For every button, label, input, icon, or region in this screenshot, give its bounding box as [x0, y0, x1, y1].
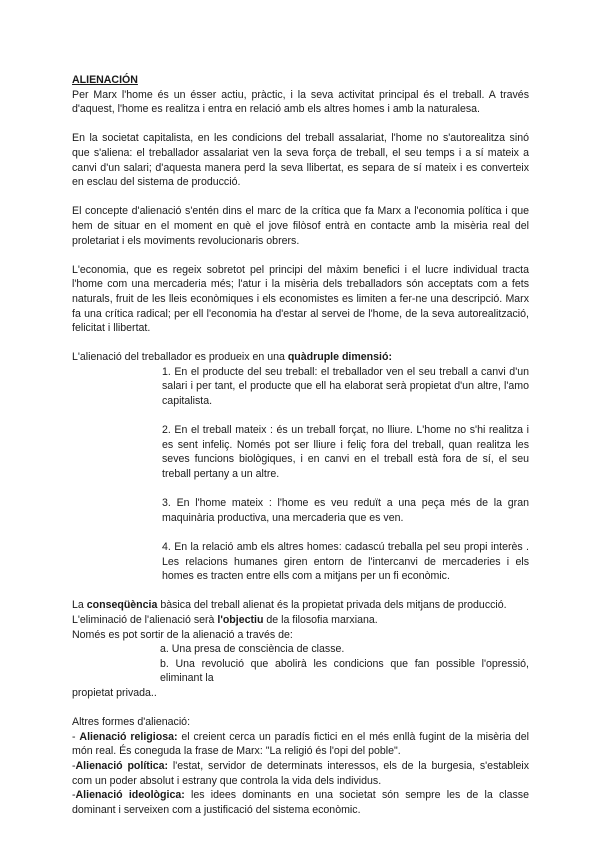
document-title: ALIENACIÓN: [72, 74, 138, 86]
objective-bold: l'objectiu: [217, 613, 264, 626]
capitalism-paragraph: En la societat capitalista, en les condicions del treball assalariat, l'home no s'autorealitza sinó que s'aliena: el treballador assalariat ven la seva força de treball, el seu temps i a sí mateix a canvi d'un salari; d'aquesta manera perd la seva llibertat, es separa de sí mateix i es converteix en esclau del sistema de producció.: [72, 132, 529, 189]
bullet: -: [72, 759, 76, 772]
exit-line: Només es pot sortir de la alienació a través de:: [72, 628, 293, 641]
religious-alienation: [72, 730, 529, 759]
ideological-text: les idees dominants en una societat són sempre les de la classe dominant i serveixen com a justificació del sistema econòmic.: [72, 789, 529, 816]
quadruple-list: [162, 365, 529, 584]
bullet: -: [72, 789, 76, 802]
religious-text: el creient cerca un paradís fictici en el més enllà fugint de la misèria del món real. És coneguda la frase de Marx: "La religió és l'opi del poble".: [72, 730, 529, 758]
consequence-text: La: [72, 599, 87, 612]
list-item: 1. En el producte del seu treball: el treballador ven el seu treball a canvi d'un salari i per tant, el producte que ell ha elaborat serà propietat d'un altre, l'amo capitalista.: [162, 365, 529, 408]
objective-text: de la filosofia marxiana.: [263, 613, 378, 626]
objective-line: [72, 613, 529, 628]
political-text: l'estat, servidor de determinats interessos, els de la burgesia, s'estableix com un poder absolut i estrany que controla la vida dels individus.: [72, 759, 529, 787]
religious-label: Alienació religiosa:: [79, 730, 178, 743]
political-alienation: [72, 759, 529, 788]
document-page: [72, 73, 529, 817]
consequence-line: [72, 598, 529, 613]
list-item: 3. En l'home mateix : l'home es veu reduït a una peça més de la gran maquinària productiva, una mercaderia que es ven.: [162, 497, 529, 524]
list-item: 2. En el treball mateix : és un treball forçat, no lliure. L'home no s'hi realitza i es sent infeliç. Només pot ser lliure i feliç fora del treball, quan realitza les seves funcions biològiques, i en canvi en el treball està fora de sí, el seu treball pertany a un altre.: [162, 424, 529, 481]
exit-option-b-cont: propietat privada..: [72, 686, 157, 699]
quadruple-lead: [72, 350, 529, 365]
economy-paragraph: L'economia, que es regeix sobretot pel principi del màxim benefici i el lucre individual tracta l'home com una mercaderia més; l'atur i la misèria dels treballadors són acceptats com a fets naturals, fruit de les lleis econòmiques i els economistes es limiten a fer-ne una descripció. Marx fa una crítica radical; per ell l'economia ha d'estar al servei de l'home, de la seva autorealització, felicitat i llibertat.: [72, 263, 529, 335]
consequence-bold: conseqüència: [86, 599, 158, 612]
objective-text: L'eliminació de l'alienació serà: [72, 613, 218, 626]
bullet: -: [72, 730, 80, 743]
other-forms-heading: Altres formes d'alienació:: [72, 716, 191, 729]
quadruple-lead-text: L'alienació del treballador es produeix en una: [72, 351, 288, 364]
ideological-label: Alienació ideològica:: [75, 789, 185, 802]
quadruple-lead-bold: quàdruple dimensió:: [287, 351, 392, 364]
exit-option-a: a. Una presa de consciència de classe.: [160, 643, 345, 656]
political-label: Alienació política:: [75, 759, 169, 772]
list-item: 4. En la relació amb els altres homes: cadascú treballa pel seu propi interès . Les relacions humanes giren entorn de l'intercanvi de mercaderies i els homes es tracten entre ells com a mitjans per un fi econòmic.: [162, 541, 529, 583]
ideological-alienation: [72, 788, 529, 817]
consequence-text: bàsica del treball alienat és la propietat privada dels mitjans de producció.: [157, 599, 507, 612]
exit-option-b: b. Una revolució que abolirà les condicions que fan possible l'opressió, eliminant la: [160, 657, 529, 685]
concept-paragraph: El concepte d'alienació s'entén dins el marc de la crítica que fa Marx a l'economia política i que hem de situar en el moment en què el jove filòsof entrà en contacte amb la misèria real del proletariat i els moviments revolucionaris obrers.: [72, 205, 529, 247]
intro-paragraph: Per Marx l'home és un ésser actiu, pràctic, i la seva activitat principal és el treball. A través d'aquest, l'home es realitza i entra en relació amb els altres homes i amb la naturalesa.: [72, 88, 529, 116]
